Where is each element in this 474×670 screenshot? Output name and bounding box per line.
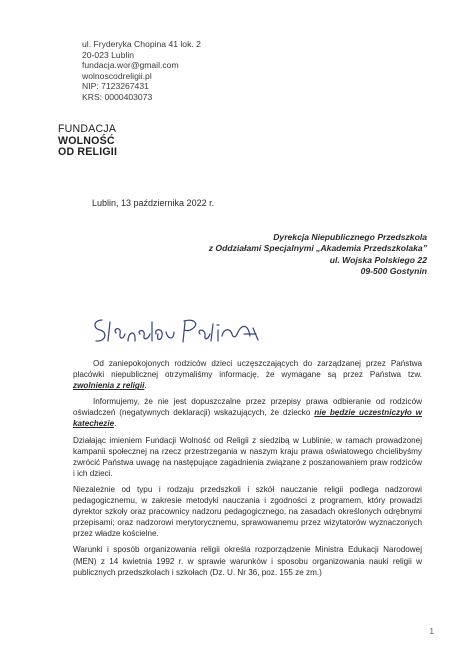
paragraph-5: Warunki i sposób organizowania religii określa rozporządzenie Ministra Edukacji Narodowej (MEN) z 14 kwietnia 1992 r. w sprawie warunków i sposobu organizowania nauki religii w publicznych przedszkolach i szkołach (Dz. U. Nr 36, poz. 155 ze zm.) xyxy=(73,545,422,577)
recipient-line-3: ul. Wojska Polskiego 22 xyxy=(329,254,427,265)
letter-body xyxy=(73,358,422,578)
foundation-logo xyxy=(58,124,117,159)
logo-line-fundacja: FUNDACJA xyxy=(58,123,117,135)
sender-website[interactable]: wolnoscodreligii.pl xyxy=(82,70,152,81)
recipient-block xyxy=(209,232,427,277)
logo-line-od-religii: OD RELIGII xyxy=(58,146,118,158)
sender-krs: KRS: 0000403073 xyxy=(82,91,153,102)
sender-street: ul. Fryderyka Chopina 41 lok. 2 xyxy=(82,39,201,49)
sender-nip: NIP: 7123267431 xyxy=(82,81,149,92)
paragraph-2-text: Informujemy, że nie jest dopuszczalne przez przepisy prawa odbieranie od rodziców oświadczeń (negatywnych deklaracji) wskazujących, że dziecko xyxy=(73,397,422,418)
page-number: 1 xyxy=(429,627,434,636)
paragraph-1-end: . xyxy=(144,381,147,391)
paragraph-2-end: . xyxy=(114,419,117,429)
logo-line-wolnosc: WOLNOŚĆ xyxy=(58,134,115,147)
sender-contact-block xyxy=(82,39,201,103)
letter-date: Lublin, 13 października 2022 r. xyxy=(92,198,215,208)
recipient-line-2: z Oddziałami Specjalnymi „Akademia Przedszkolaka” xyxy=(208,243,427,254)
sender-city: 20-023 Lublin xyxy=(82,49,135,60)
recipient-line-4: 09-500 Gostynin xyxy=(360,265,427,276)
recipient-line-1: Dyrekcja Niepublicznego Przedszkola xyxy=(273,232,427,242)
paragraph-1-text: Od zaniepokojonych rodziców dzieci uczęszczających do zarządzanej przez Państwa placówki niepublicznej otrzymaliśmy informację, że wymagane są przez Państwa tzw. xyxy=(73,359,422,380)
paragraph-1 xyxy=(73,358,422,391)
paragraph-4: Niezależnie od typu i rodzaju przedszkoli i szkół nauczanie religii podlega nadzorowi pedagogicznemu, w zakresie metodyki nauczania i zgodności z programem, który prowadzi dyrektor szkoły oraz pracownicy nadzoru pedagogicznego, na zasadach określonych odrębnymi przepisami; oraz nadzorowi merytorycznemu, sprawowanemu przez wizytatorów wyznaczonych przez władze kościelne. xyxy=(73,484,422,539)
paragraph-2 xyxy=(73,396,422,429)
handwritten-signature xyxy=(88,314,268,348)
paragraph-2-emphasis: nie będzie uczestniczyło w katechezie xyxy=(73,408,422,429)
sender-email[interactable]: fundacja.wor@gmail.com xyxy=(82,60,179,71)
paragraph-3: Działając imieniem Fundacji Wolność od Religii z siedzibą w Lublinie, w ramach prowadzonej kampanii społecznej na rzecz przestrzegania w naszym kraju prawa oświatowego chcielibyśmy zwrócić Państwa uwagę na następujące zagadnienia związane z poszanowaniem praw rodziców i ich dzieci. xyxy=(73,435,422,478)
paragraph-1-emphasis: zwolnienia z religii xyxy=(73,381,145,391)
